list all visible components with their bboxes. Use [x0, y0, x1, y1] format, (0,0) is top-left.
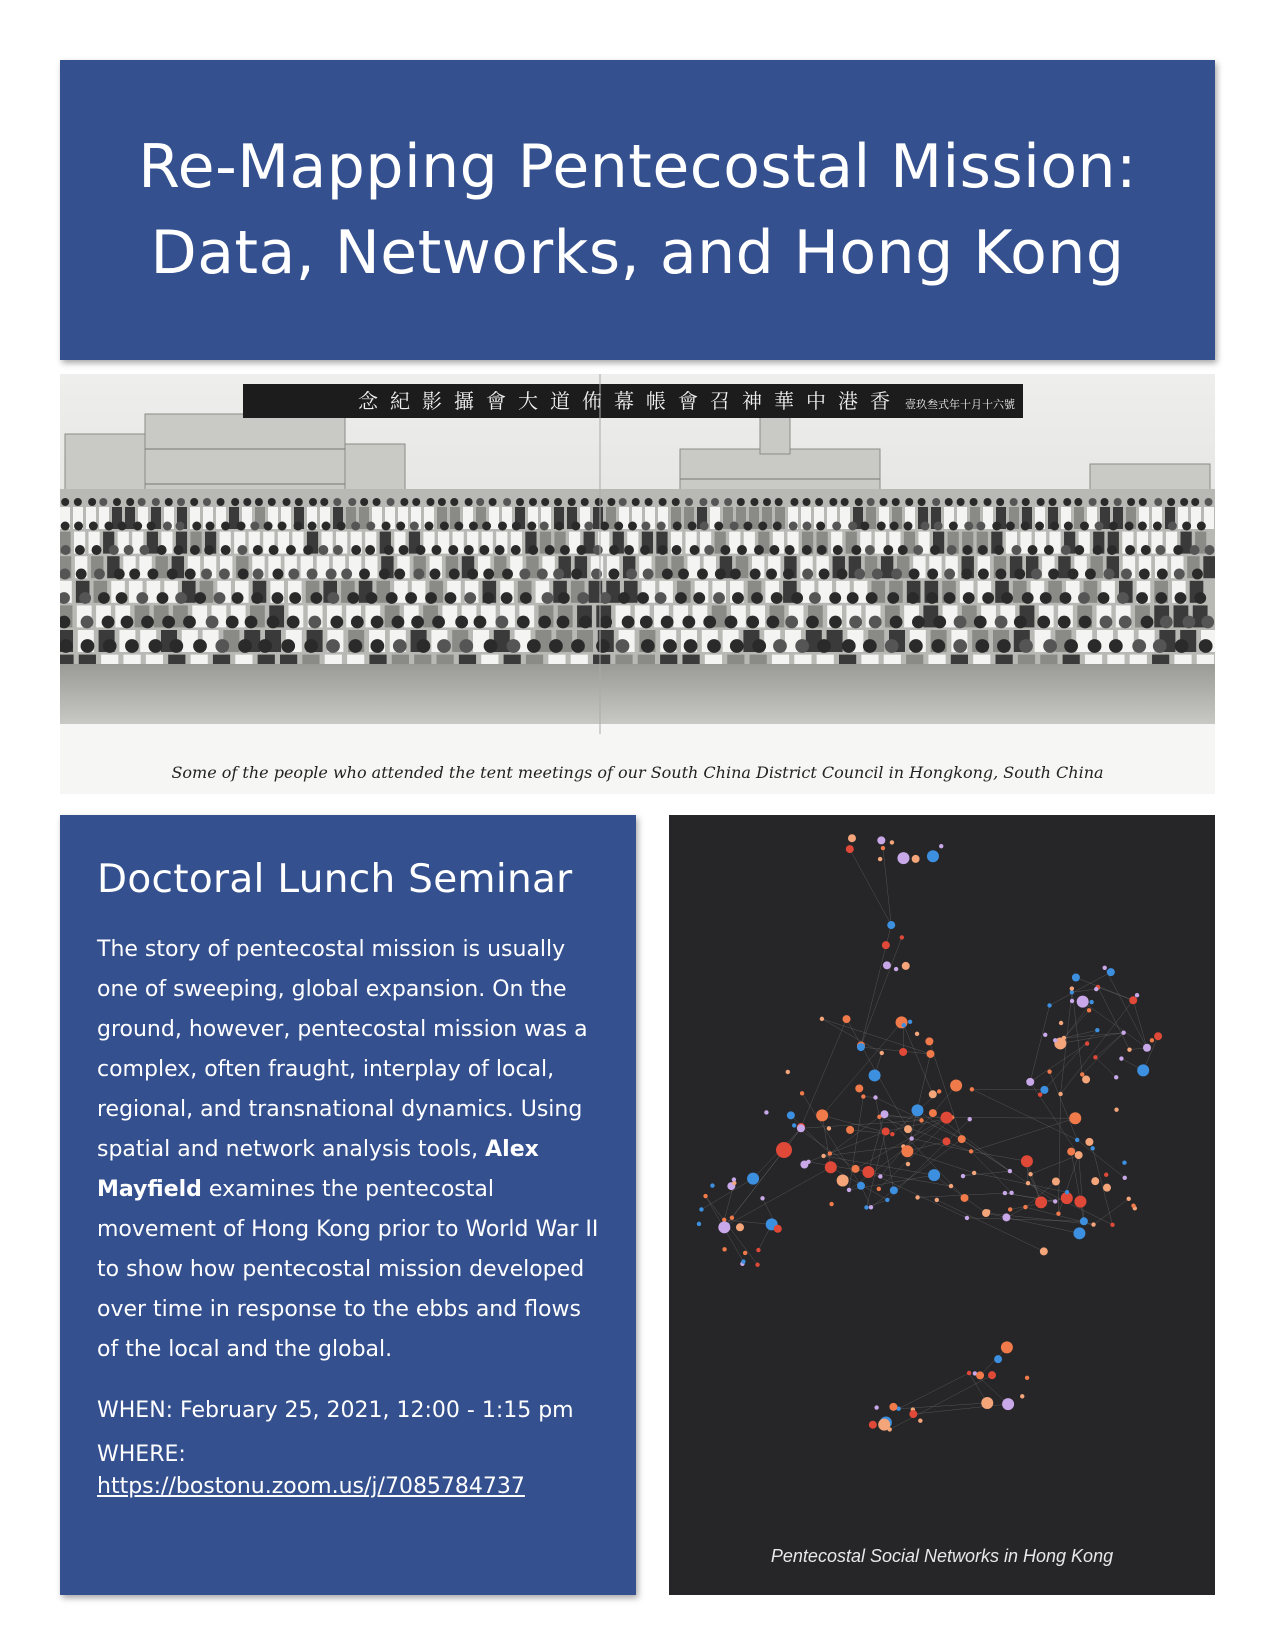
network-node	[1008, 1207, 1012, 1211]
network-node	[880, 1051, 884, 1055]
network-node	[1137, 1064, 1149, 1076]
network-node	[1103, 1184, 1111, 1192]
network-node	[878, 1174, 882, 1178]
network-node	[1110, 1223, 1114, 1227]
network-node	[883, 961, 891, 969]
network-node	[941, 1112, 953, 1124]
network-node	[950, 1079, 962, 1091]
network-node	[885, 1198, 889, 1202]
network-node	[1058, 1092, 1062, 1096]
network-node	[816, 1109, 828, 1121]
network-node	[703, 1194, 707, 1198]
network-node	[877, 1187, 881, 1191]
network-graph-panel	[669, 815, 1215, 1595]
network-node	[890, 1132, 894, 1136]
network-edge	[791, 1115, 830, 1153]
network-node	[857, 1043, 865, 1051]
network-node	[1035, 1196, 1047, 1208]
network-node	[1028, 1172, 1032, 1176]
network-node	[904, 1125, 912, 1133]
network-node	[1095, 1028, 1099, 1032]
network-node	[1094, 987, 1098, 991]
zoom-link[interactable]: https://bostonu.zoom.us/j/7085784737	[97, 1474, 525, 1499]
network-node	[797, 1124, 805, 1132]
network-node	[976, 1371, 984, 1379]
network-edge	[1060, 1033, 1123, 1044]
network-node	[901, 1145, 913, 1157]
network-node	[965, 1216, 969, 1220]
network-nodes	[697, 834, 1162, 1431]
network-node	[897, 852, 909, 864]
network-node	[846, 1126, 854, 1134]
description-text-start: The story of pentecostal mission is usually one of sweeping, global expansion. On the ground, however, pentecostal mission was a complex, often fraught, interplay of local, regional, and transnational dynamics. Using spatial and network analysis tools,	[97, 937, 588, 1162]
network-node	[1135, 993, 1139, 997]
network-node	[1122, 1161, 1126, 1165]
network-node	[699, 1207, 703, 1211]
event-when: WHEN: February 25, 2021, 12:00 - 1:15 pm	[97, 1398, 574, 1423]
network-node	[881, 846, 885, 850]
network-edge	[1061, 995, 1137, 1094]
network-node	[909, 1410, 917, 1418]
network-node	[1119, 1056, 1123, 1060]
network-node	[969, 1149, 973, 1153]
network-edge	[728, 1167, 831, 1225]
network-node	[994, 1355, 1002, 1363]
network-node	[756, 1248, 760, 1252]
network-node	[961, 1174, 965, 1178]
network-node	[1074, 1196, 1086, 1208]
seminar-heading: Doctoral Lunch Seminar	[97, 857, 573, 902]
network-node	[792, 1123, 796, 1127]
network-node	[902, 962, 910, 970]
network-node	[1053, 1038, 1057, 1042]
network-edge	[724, 1128, 801, 1227]
network-node	[1040, 1247, 1048, 1255]
speaker-name: Alex Mayfield	[97, 1137, 539, 1202]
network-node	[981, 1397, 993, 1409]
network-node	[828, 1151, 832, 1155]
network-node	[874, 1405, 878, 1409]
network-edge	[967, 1218, 1084, 1221]
network-edge	[1040, 1030, 1097, 1095]
network-node	[730, 1216, 734, 1220]
network-node	[887, 921, 895, 929]
network-edge	[701, 1179, 753, 1210]
network-edge	[1094, 1199, 1129, 1225]
network-node	[741, 1259, 745, 1263]
network-node	[862, 1166, 874, 1178]
network-node	[755, 1263, 759, 1267]
network-node	[1075, 1151, 1083, 1159]
network-graph	[669, 815, 1215, 1595]
network-node	[1040, 1086, 1048, 1094]
network-node	[774, 1225, 782, 1233]
network-node	[1093, 1055, 1097, 1059]
network-edge	[706, 1196, 758, 1265]
network-node	[1008, 1169, 1012, 1173]
network-node	[1080, 1217, 1088, 1225]
network-node	[829, 1202, 833, 1206]
network-node	[1070, 986, 1074, 990]
network-node	[1085, 1138, 1093, 1146]
network-node	[889, 1403, 897, 1411]
network-edge	[934, 1175, 986, 1213]
network-node	[1069, 1112, 1081, 1124]
network-node	[1038, 1092, 1042, 1096]
network-node	[928, 1169, 940, 1181]
network-node	[1121, 1030, 1125, 1034]
network-node	[929, 1090, 937, 1098]
network-node	[1053, 1199, 1057, 1203]
network-node	[718, 1221, 730, 1233]
network-node	[1091, 1177, 1099, 1185]
network-node	[1002, 1398, 1014, 1410]
photo-banner-text: 念紀影攝會大道佈幕帳會召神華中港香	[358, 389, 902, 413]
network-node	[1077, 996, 1089, 1008]
network-node	[890, 840, 894, 844]
network-node	[972, 1171, 976, 1175]
network-node	[890, 1186, 898, 1194]
network-node	[906, 1162, 910, 1166]
network-node	[1089, 1000, 1093, 1004]
network-node	[1067, 1148, 1075, 1156]
network-node	[1104, 1173, 1108, 1177]
network-node	[960, 1194, 968, 1202]
network-edge	[907, 1151, 974, 1173]
network-node	[864, 1205, 868, 1209]
network-node	[848, 834, 856, 842]
network-edge	[1077, 1140, 1125, 1178]
network-edge	[903, 1025, 904, 1052]
network-edge	[1079, 1155, 1084, 1221]
network-hub-node	[776, 1142, 792, 1158]
network-node	[1003, 1191, 1007, 1195]
network-node	[857, 1182, 865, 1190]
network-node	[882, 941, 890, 949]
network-node	[1021, 1155, 1033, 1167]
network-node	[880, 1110, 888, 1118]
network-node	[937, 1089, 941, 1093]
seminar-info-panel	[60, 815, 636, 1595]
photo-caption: Some of the people who attended the tent meetings of our South China District Council in Hongkong, South China	[171, 763, 1104, 782]
network-node	[722, 1247, 726, 1251]
network-node	[911, 1104, 923, 1116]
network-node	[825, 1161, 837, 1173]
network-edge	[1058, 1094, 1060, 1214]
network-node	[1059, 1021, 1063, 1025]
network-node	[967, 1371, 971, 1375]
network-node	[743, 1251, 747, 1255]
photo-illustration	[60, 374, 1215, 794]
network-node	[1154, 1032, 1162, 1040]
network-node	[732, 1177, 736, 1181]
network-node	[869, 1069, 881, 1081]
network-node	[896, 1016, 908, 1028]
network-node	[847, 1188, 851, 1192]
network-node	[1090, 1146, 1094, 1150]
network-node	[900, 935, 904, 939]
network-edge	[899, 1373, 969, 1409]
network-node	[821, 1154, 825, 1158]
network-node	[1107, 968, 1115, 976]
network-edge	[868, 1172, 967, 1218]
event-where	[97, 1439, 606, 1503]
network-node	[929, 1109, 937, 1117]
network-edge	[972, 1089, 1077, 1140]
network-edge	[1064, 1033, 1124, 1038]
network-node	[935, 1198, 939, 1202]
network-node	[1073, 1227, 1085, 1239]
photo-banner-date: 壹玖叁式年十月十六號	[905, 398, 1015, 411]
network-node	[877, 836, 885, 844]
network-node	[820, 1017, 824, 1021]
network-node	[1080, 1072, 1084, 1076]
network-node	[800, 1160, 808, 1168]
network-edge	[907, 1141, 946, 1151]
network-node	[747, 1173, 759, 1185]
network-node	[869, 1205, 873, 1209]
network-node	[1131, 1203, 1135, 1207]
network-node	[915, 1032, 919, 1036]
network-node	[915, 1195, 919, 1199]
network-node	[1026, 1181, 1030, 1185]
network-node	[846, 845, 854, 853]
network-edge	[809, 1131, 886, 1161]
network-node	[1127, 1197, 1131, 1201]
title-banner	[60, 60, 1215, 360]
network-edge	[1031, 1155, 1079, 1174]
network-node	[1001, 1341, 1013, 1353]
network-node	[878, 1419, 890, 1431]
network-edge	[822, 1019, 882, 1053]
network-node	[926, 1050, 934, 1058]
network-node	[1072, 973, 1080, 981]
network-node	[800, 1091, 804, 1095]
network-node	[968, 1117, 972, 1121]
network-node	[851, 1165, 859, 1173]
network-node	[894, 967, 898, 971]
network-edge	[1083, 1002, 1147, 1048]
network-node	[942, 1137, 950, 1145]
network-edge	[890, 1375, 992, 1429]
network-node	[958, 1135, 966, 1143]
network-node	[1075, 1138, 1079, 1142]
network-node	[908, 1020, 912, 1024]
network-node	[919, 1118, 923, 1122]
network-node	[1085, 1041, 1089, 1045]
network-node	[909, 1136, 913, 1140]
network-edge	[1095, 1057, 1116, 1077]
network-node	[899, 1048, 907, 1056]
title-line-2: Data, Networks, and Hong Kong	[150, 218, 1125, 288]
where-label: WHERE:	[97, 1442, 186, 1467]
network-edge	[1105, 968, 1147, 1048]
network-node	[786, 1070, 790, 1074]
network-node	[827, 1126, 831, 1130]
network-node	[1150, 1038, 1154, 1042]
network-node	[878, 857, 882, 861]
network-node	[927, 850, 939, 862]
network-edge	[1071, 1152, 1084, 1222]
network-node	[764, 1110, 768, 1114]
network-node	[925, 1037, 933, 1045]
network-node	[861, 1094, 865, 1098]
network-node	[970, 1087, 974, 1091]
network-edge	[822, 1022, 901, 1115]
network-node	[1025, 1376, 1029, 1380]
network-node	[1065, 1190, 1069, 1194]
network-edge	[1098, 987, 1130, 1050]
network-node	[1091, 1222, 1095, 1226]
network-node	[1102, 966, 1106, 970]
network-node	[1114, 1108, 1118, 1112]
network-edge	[1072, 989, 1096, 992]
network-caption: Pentecostal Social Networks in Hong Kong	[770, 1546, 1114, 1566]
network-node	[837, 1174, 849, 1186]
network-node	[1026, 1078, 1034, 1086]
network-node	[843, 1015, 851, 1023]
network-node	[1070, 999, 1074, 1003]
network-node	[736, 1223, 744, 1231]
network-node	[939, 844, 943, 848]
network-node	[1127, 1047, 1131, 1051]
network-edge	[883, 848, 891, 925]
network-node	[855, 1084, 863, 1092]
network-node	[918, 1419, 922, 1423]
network-node	[1082, 1075, 1090, 1083]
network-node	[1043, 1033, 1047, 1037]
network-edge	[822, 1115, 831, 1167]
network-edge	[913, 1404, 1008, 1414]
network-node	[988, 1371, 996, 1379]
network-node	[787, 1111, 795, 1119]
title-line-1: Re-Mapping Pentecostal Mission:	[138, 132, 1137, 202]
network-node	[1023, 1205, 1027, 1209]
network-node	[1056, 1211, 1060, 1215]
network-node	[902, 1023, 906, 1027]
network-node	[710, 1183, 714, 1187]
network-node	[1123, 1176, 1127, 1180]
network-edge	[1064, 1010, 1089, 1038]
description-text-end: examines the pentecostal movement of Hong Kong prior to World War II to show how pentecostal mission developed over time in response to the ebbs and flows of the local and the global.	[97, 1177, 599, 1362]
network-edge	[1133, 1000, 1147, 1047]
network-node	[1143, 1044, 1151, 1052]
network-node	[1087, 1008, 1091, 1012]
network-node	[873, 1095, 877, 1099]
network-node	[1129, 996, 1137, 1004]
network-edge	[850, 849, 891, 925]
network-node	[912, 855, 920, 863]
network-node	[869, 1421, 877, 1429]
page-title	[138, 124, 1137, 296]
network-edge	[830, 1117, 880, 1154]
network-edge	[1095, 1033, 1123, 1058]
network-edge	[724, 1220, 772, 1225]
network-edge	[1030, 1005, 1049, 1081]
network-node	[986, 1209, 990, 1213]
network-edge	[1030, 1044, 1087, 1082]
network-node	[697, 1222, 701, 1226]
historical-group-photo	[60, 374, 1215, 794]
network-node	[882, 1127, 890, 1135]
network-node	[760, 1196, 764, 1200]
network-node	[1052, 1178, 1060, 1186]
network-node	[1047, 1003, 1051, 1007]
seminar-description	[97, 930, 606, 1370]
network-node	[1020, 1394, 1024, 1398]
network-node	[1002, 1213, 1010, 1221]
network-node	[1009, 1191, 1013, 1195]
network-edge	[1050, 1072, 1078, 1140]
network-edge	[972, 1089, 1045, 1090]
network-edge	[1098, 987, 1133, 1000]
network-edge	[809, 1162, 869, 1172]
network-node	[1047, 1069, 1051, 1073]
network-node	[1114, 1075, 1118, 1079]
network-node	[949, 1184, 953, 1188]
